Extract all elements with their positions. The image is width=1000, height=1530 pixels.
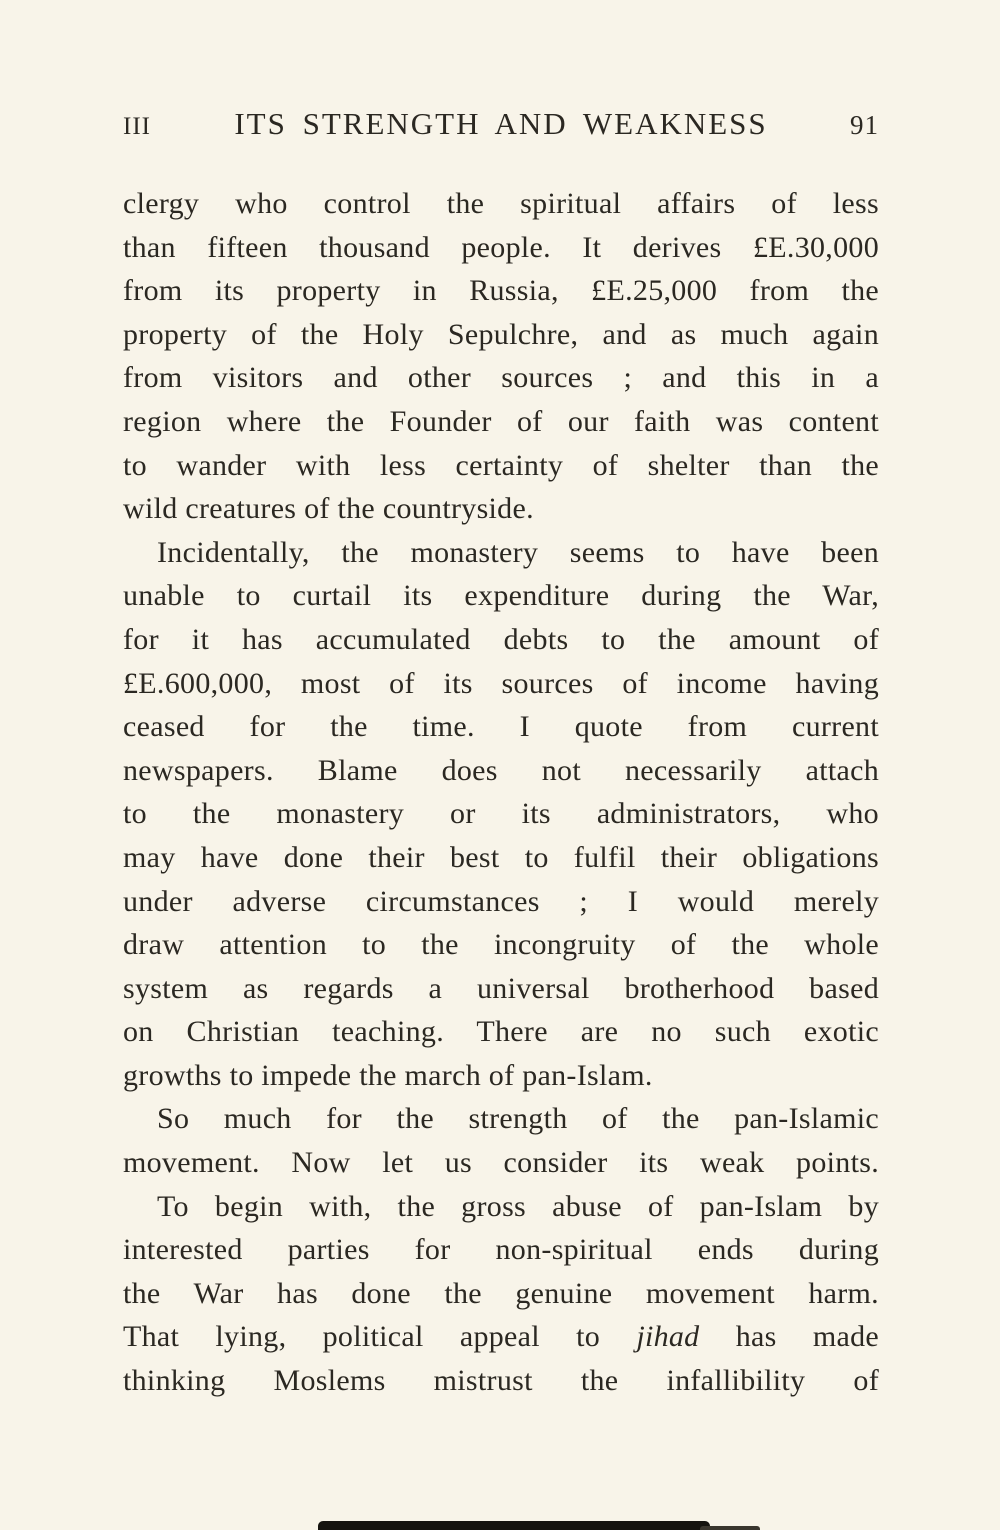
text-line: region where the Founder of our faith was content xyxy=(123,404,879,438)
page-header xyxy=(123,106,879,142)
text-line: to the monastery or its administrators, who xyxy=(123,797,879,831)
text-line: That lying, political appeal to jihad has made xyxy=(123,1320,879,1354)
text-line: clergy who control the spiritual affairs of less xyxy=(123,187,879,220)
text-line: property of the Holy Sepulchre, and as much again xyxy=(123,317,879,351)
running-title: ITS STRENGTH AND WEAKNESS xyxy=(234,106,768,141)
page-body xyxy=(123,182,879,1403)
chapter-number: III xyxy=(123,113,151,140)
text-line: from visitors and other sources ; and this in a xyxy=(123,361,879,395)
text-line: So much for the strength of the pan-Islamic xyxy=(157,1102,879,1136)
text-line: Incidentally, the monastery seems to have been xyxy=(157,535,879,569)
text-line: for it has accumulated debts to the amount of xyxy=(123,622,879,656)
text-line: under adverse circumstances ; I would merely xyxy=(123,884,879,918)
text-line: ceased for the time. I quote from current xyxy=(123,710,879,744)
text-line: unable to curtail its expenditure during the War, xyxy=(123,579,879,613)
text-line: may have done their best to fulfil their obligations xyxy=(123,840,879,874)
text-line: growths to impede the march of pan-Islam. xyxy=(123,1058,653,1092)
scan-artifact xyxy=(318,1521,710,1530)
text-line: interested parties for non-spiritual ends during xyxy=(123,1233,879,1267)
text-line: on Christian teaching. There are no such exotic xyxy=(123,1015,879,1049)
text-line: movement. Now let us consider its weak points. xyxy=(123,1146,879,1180)
text-line: wild creatures of the countryside. xyxy=(123,492,534,526)
text-line: the War has done the genuine movement harm. xyxy=(123,1276,879,1310)
text-line: draw attention to the incongruity of the whole xyxy=(123,928,879,962)
text-line: To begin with, the gross abuse of pan-Islam by xyxy=(157,1189,879,1223)
italic-term: jihad xyxy=(636,1320,700,1354)
text-line: £E.600,000, most of its sources of income having xyxy=(123,666,879,700)
text-line: than fifteen thousand people. It derives £E.30,000 xyxy=(123,230,879,264)
text-line: system as regards a universal brotherhood based xyxy=(123,971,879,1005)
text-line: from its property in Russia, £E.25,000 from the xyxy=(123,274,879,308)
scan-artifact-small xyxy=(700,1526,760,1530)
text-line: to wander with less certainty of shelter than the xyxy=(123,448,879,482)
text-line: newspapers. Blame does not necessarily attach xyxy=(123,753,879,787)
text-line: thinking Moslems mistrust the infallibility of xyxy=(123,1364,879,1398)
page-number: 91 xyxy=(850,110,879,140)
